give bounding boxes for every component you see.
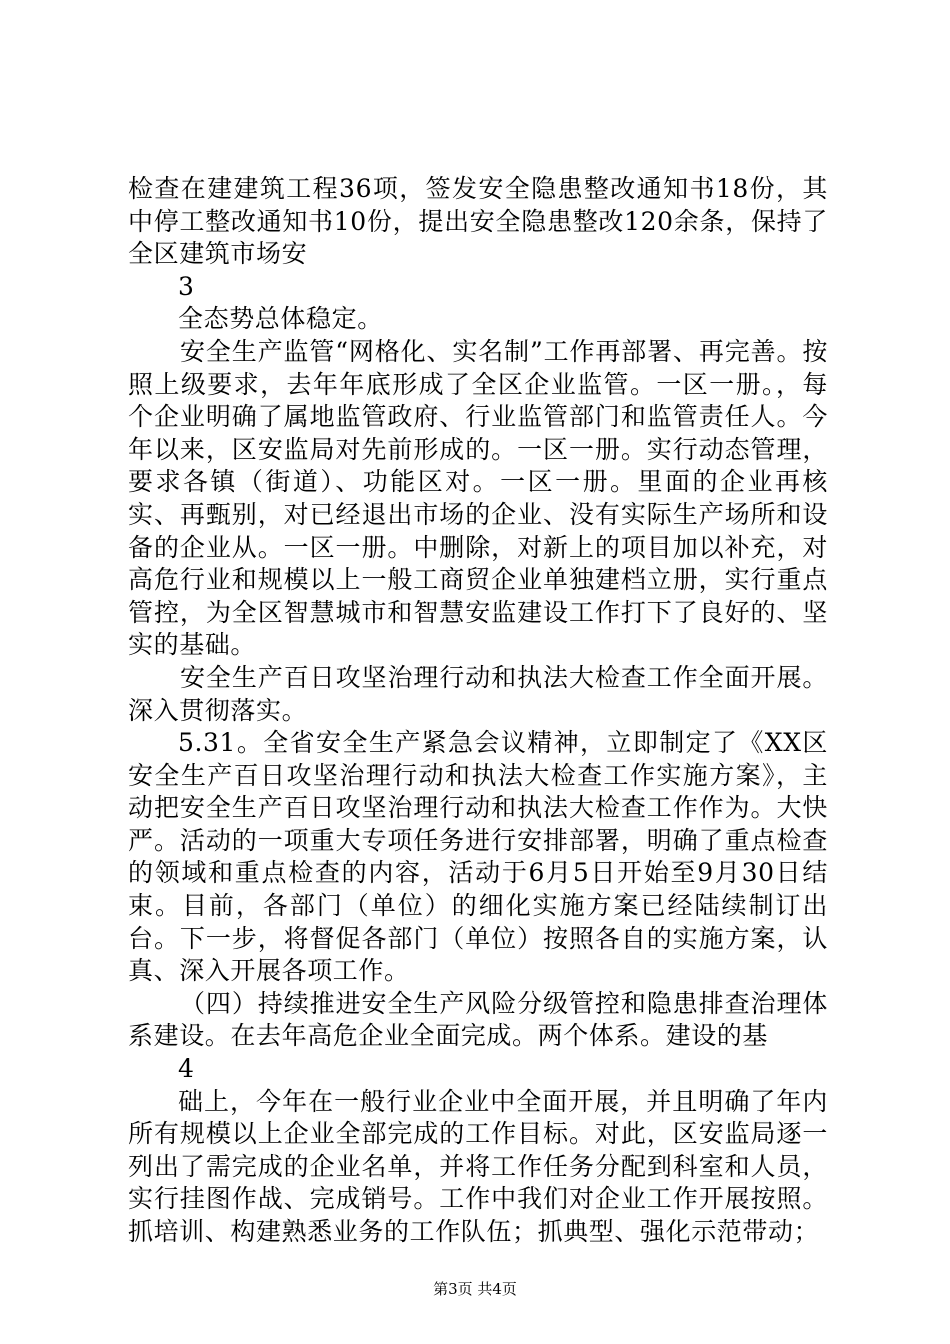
paragraph-5: 5.31。全省安全生产紧急会议精神，立即制定了《XX区安全生产百日攻坚治理行动和执法大检查工作实施方案》，主动把安全生产百日攻坚治理行动和执法大检查工作作为。大快严。活动的一项重大专项任务进行安排部署，明确了重点检查的领域和重点检查的内容，活动于6月5日开始至9月30日结束。目前，各部门（单位）的细化实施方案已经陆续制订出台。下一步，将督促各部门（单位）按照各自的实施方案，认真、深入开展各项工作。 [128, 728, 828, 986]
paragraph-3: 安全生产监管“网格化、实名制”工作再部署、再完善。按照上级要求，去年年底形成了全区企业监管。一区一册。，每个企业明确了属地监管政府、行业监管部门和监管责任人。今年以来，区安监局对先前形成的。一区一册。实行动态管理，要求各镇（街道）、功能区对。一区一册。里面的企业再核实、再甄别，对已经退出市场的企业、没有实际生产场所和设备的企业从。一区一册。中删除，对新上的项目加以补充，对高危行业和规模以上一般工商贸企业单独建档立册，实行重点管控，为全区智慧城市和智慧安监建设工作打下了良好的、坚实的基础。 [128, 336, 828, 660]
page-number-marker-3: 3 [178, 271, 195, 301]
paragraph-1: 检查在建建筑工程36项，签发安全隐患整改通知书18份，其中停工整改通知书10份，提出安全隐患整改120余条，保持了全区建筑市场安 [128, 174, 828, 269]
paragraph-6: （四）持续推进安全生产风险分级管控和隐患排查治理体系建设。在去年高危企业全面完成。两个体系。建设的基 [128, 988, 828, 1051]
page-number-marker-4: 4 [178, 1054, 195, 1084]
paragraph-2: 全态势总体稳定。 [178, 304, 383, 334]
paragraph-7: 础上，今年在一般行业企业中全面开展，并且明确了年内所有规模以上企业全部完成的工作目标。对此，区安监局逐一列出了需完成的企业名单，并将工作任务分配到科室和人员，实行挂图作战、完成销号。工作中我们对企业工作开展按照。抓培训、构建熟悉业务的工作队伍；抓典型、强化示范带动； [128, 1086, 828, 1246]
paragraph-4: 安全生产百日攻坚治理行动和执法大检查工作全面开展。深入贯彻落实。 [128, 662, 828, 725]
document-body [128, 173, 828, 1249]
page-footer: 第3页 共4页 [433, 1280, 517, 1298]
